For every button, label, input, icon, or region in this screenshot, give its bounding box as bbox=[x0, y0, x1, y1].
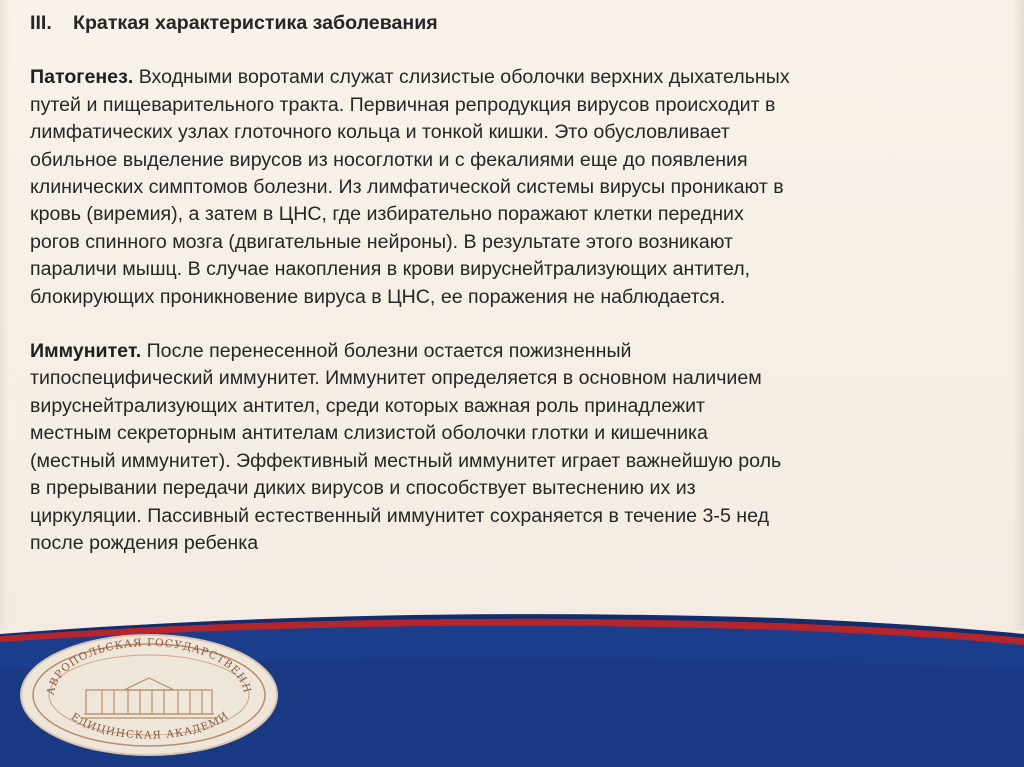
section-number: III. bbox=[30, 12, 52, 34]
immunity-label: Иммунитет. bbox=[30, 340, 142, 363]
logo-top-text: АВРОПОЛЬСКАЯ ГОСУДАРСТВЕНН bbox=[44, 636, 254, 697]
paragraph-line: обильное выделение вирусов из носоглотки и с фекалиями еще до появления bbox=[30, 148, 748, 171]
paragraph-line: рогов спинного мозга (двигательные нейроны). В результате этого возникают bbox=[30, 230, 734, 253]
paragraph-line: клинических симптомов болезни. Из лимфатической системы вирусы проникают в bbox=[30, 176, 784, 199]
pathogenesis-label: Патогенез. bbox=[30, 66, 134, 89]
slide-right-shade bbox=[1012, 0, 1024, 630]
paragraph-line: типоспецифический иммунитет. Иммунитет определяется в основном наличием bbox=[30, 367, 762, 390]
immunity-paragraph bbox=[30, 338, 990, 557]
paragraph-line: в прерывании передачи диких вирусов и способствует вытеснению их из bbox=[30, 477, 696, 500]
paragraph-line: после рождения ребенка bbox=[30, 531, 259, 554]
section-title: Краткая характеристика заболевания bbox=[73, 12, 438, 34]
logo-bottom-text: ЕДИЦИНСКАЯ АКАДЕМИ bbox=[68, 709, 232, 742]
paragraph-line: После перенесенной болезни остается пожизненный bbox=[141, 340, 632, 363]
paragraph-line: лимфатических узлах глоточного кольца и тонкой кишки. Это обусловливает bbox=[30, 121, 730, 144]
paragraph-line: путей и пищеварительного тракта. Первичная репродукция вирусов происходит в bbox=[30, 93, 776, 116]
slide-content bbox=[30, 10, 990, 584]
paragraph-line: вируснейтрализующих антител, среди которых важная роль принадлежит bbox=[30, 394, 705, 417]
paragraph-line: циркуляции. Пассивный естественный иммунитет сохраняется в течение 3-5 нед bbox=[30, 504, 770, 527]
paragraph-line: параличи мышц. В случае накопления в крови вируснейтрализующих антител, bbox=[30, 258, 751, 281]
section-heading bbox=[30, 10, 990, 37]
paragraph-line: блокирующих проникновение вируса в ЦНС, ее поражения не наблюдается. bbox=[30, 285, 726, 308]
academy-logo bbox=[18, 632, 280, 758]
slide-left-shade bbox=[0, 0, 10, 630]
paragraph-line: (местный иммунитет). Эффективный местный иммунитет играет важнейшую роль bbox=[30, 449, 782, 472]
pathogenesis-paragraph bbox=[30, 64, 990, 311]
paragraph-line: Входными воротами служат слизистые оболочки верхних дыхательных bbox=[133, 66, 790, 89]
paragraph-line: местным секреторным антителам слизистой оболочки глотки и кишечника bbox=[30, 422, 708, 445]
academy-building-icon bbox=[18, 632, 280, 758]
paragraph-line: кровь (виремия), а затем в ЦНС, где избирательно поражают клетки передних bbox=[30, 203, 744, 226]
